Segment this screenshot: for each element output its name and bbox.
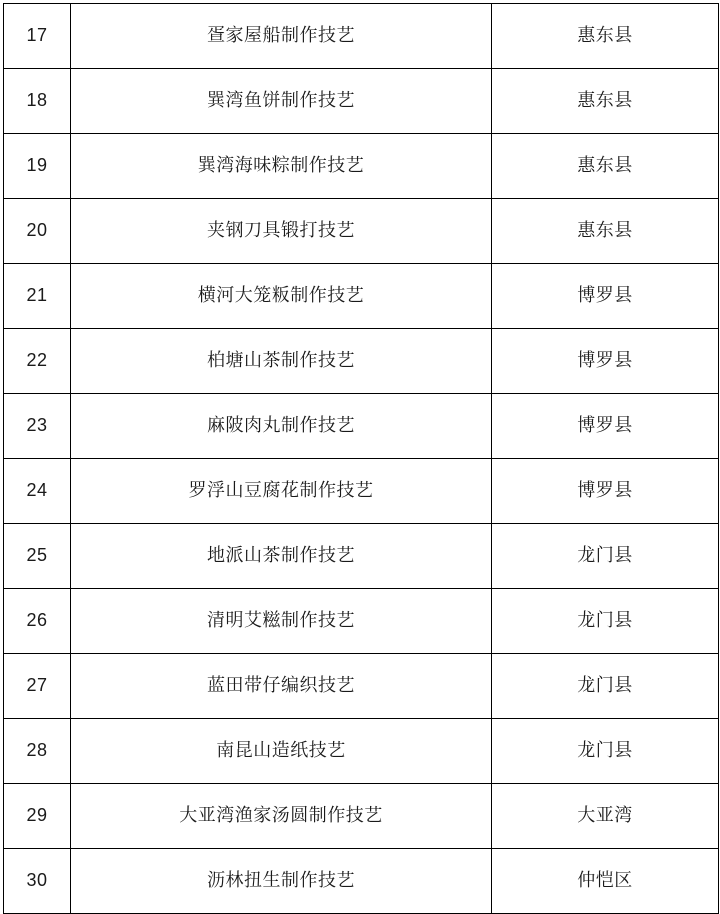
row-index-cell bbox=[4, 69, 71, 134]
table-row bbox=[4, 524, 719, 589]
row-region-cell bbox=[492, 134, 719, 199]
row-name-text: 南昆山造纸技艺 bbox=[216, 740, 346, 761]
row-name-text: 地派山茶制作技艺 bbox=[207, 545, 355, 566]
row-name-text: 横河大笼粄制作技艺 bbox=[197, 285, 365, 306]
row-index-text: 29 bbox=[26, 805, 48, 826]
row-name-text: 巽湾鱼饼制作技艺 bbox=[207, 90, 355, 111]
row-index-text: 21 bbox=[26, 285, 48, 306]
row-name-cell bbox=[71, 69, 492, 134]
row-region-cell bbox=[492, 69, 719, 134]
row-index-cell bbox=[4, 329, 71, 394]
row-region-text: 惠东县 bbox=[577, 25, 633, 46]
row-region-text: 龙门县 bbox=[577, 545, 633, 566]
row-region-text: 龙门县 bbox=[577, 610, 633, 631]
row-index-cell bbox=[4, 459, 71, 524]
heritage-items-table bbox=[3, 3, 719, 914]
row-index-cell bbox=[4, 134, 71, 199]
table-row bbox=[4, 589, 719, 654]
row-region-cell bbox=[492, 849, 719, 914]
row-index-text: 25 bbox=[26, 545, 48, 566]
document-page bbox=[0, 3, 720, 901]
row-name-cell bbox=[71, 264, 492, 329]
table-row bbox=[4, 4, 719, 69]
row-index-cell bbox=[4, 4, 71, 69]
row-region-cell bbox=[492, 784, 719, 849]
table-row bbox=[4, 849, 719, 914]
row-name-text: 沥林扭生制作技艺 bbox=[207, 870, 355, 891]
table-row bbox=[4, 784, 719, 849]
row-index-text: 22 bbox=[26, 350, 48, 371]
row-region-text: 博罗县 bbox=[577, 350, 633, 371]
row-name-cell bbox=[71, 394, 492, 459]
row-index-cell bbox=[4, 589, 71, 654]
row-name-cell bbox=[71, 654, 492, 719]
row-index-text: 26 bbox=[26, 610, 48, 631]
row-name-text: 疍家屋船制作技艺 bbox=[207, 25, 355, 46]
table-row bbox=[4, 69, 719, 134]
row-index-text: 28 bbox=[26, 740, 48, 761]
row-region-text: 大亚湾 bbox=[577, 805, 633, 826]
row-name-cell bbox=[71, 134, 492, 199]
row-name-cell bbox=[71, 784, 492, 849]
row-index-text: 30 bbox=[26, 870, 48, 891]
row-region-text: 仲恺区 bbox=[577, 870, 633, 891]
row-index-cell bbox=[4, 264, 71, 329]
table-body bbox=[4, 4, 719, 914]
table-row bbox=[4, 199, 719, 264]
row-index-text: 17 bbox=[26, 25, 48, 46]
row-index-cell bbox=[4, 784, 71, 849]
row-name-cell bbox=[71, 459, 492, 524]
row-name-text: 夹钢刀具锻打技艺 bbox=[207, 220, 355, 241]
row-region-cell bbox=[492, 329, 719, 394]
row-index-cell bbox=[4, 654, 71, 719]
row-name-text: 清明艾糍制作技艺 bbox=[207, 610, 355, 631]
row-region-cell bbox=[492, 719, 719, 784]
row-index-text: 20 bbox=[26, 220, 48, 241]
table-row bbox=[4, 654, 719, 719]
row-index-text: 27 bbox=[26, 675, 48, 696]
row-index-cell bbox=[4, 394, 71, 459]
row-region-cell bbox=[492, 4, 719, 69]
row-region-cell bbox=[492, 654, 719, 719]
row-region-text: 惠东县 bbox=[577, 220, 633, 241]
row-index-cell bbox=[4, 719, 71, 784]
row-index-cell bbox=[4, 199, 71, 264]
row-name-cell bbox=[71, 4, 492, 69]
row-region-cell bbox=[492, 394, 719, 459]
table-row bbox=[4, 264, 719, 329]
table-row bbox=[4, 394, 719, 459]
row-region-text: 龙门县 bbox=[577, 740, 633, 761]
row-region-cell bbox=[492, 459, 719, 524]
row-name-text: 罗浮山豆腐花制作技艺 bbox=[188, 480, 374, 501]
row-name-cell bbox=[71, 524, 492, 589]
row-name-text: 柏塘山茶制作技艺 bbox=[207, 350, 355, 371]
table-row bbox=[4, 329, 719, 394]
row-region-cell bbox=[492, 589, 719, 654]
row-name-text: 蓝田带仔编织技艺 bbox=[207, 675, 355, 696]
row-index-cell bbox=[4, 524, 71, 589]
row-name-text: 巽湾海味粽制作技艺 bbox=[197, 155, 365, 176]
row-region-text: 博罗县 bbox=[577, 480, 633, 501]
row-index-text: 18 bbox=[26, 90, 48, 111]
row-name-cell bbox=[71, 849, 492, 914]
row-name-cell bbox=[71, 589, 492, 654]
row-region-cell bbox=[492, 524, 719, 589]
row-region-text: 惠东县 bbox=[577, 155, 633, 176]
row-name-cell bbox=[71, 199, 492, 264]
row-name-cell bbox=[71, 719, 492, 784]
row-name-text: 大亚湾渔家汤圆制作技艺 bbox=[179, 805, 383, 826]
table-row bbox=[4, 459, 719, 524]
row-region-text: 惠东县 bbox=[577, 90, 633, 111]
row-index-text: 24 bbox=[26, 480, 48, 501]
row-region-cell bbox=[492, 264, 719, 329]
row-region-text: 龙门县 bbox=[577, 675, 633, 696]
row-name-text: 麻陂肉丸制作技艺 bbox=[207, 415, 355, 436]
row-index-text: 19 bbox=[26, 155, 48, 176]
row-index-cell bbox=[4, 849, 71, 914]
row-region-text: 博罗县 bbox=[577, 415, 633, 436]
table-row bbox=[4, 719, 719, 784]
row-region-cell bbox=[492, 199, 719, 264]
row-region-text: 博罗县 bbox=[577, 285, 633, 306]
row-name-cell bbox=[71, 329, 492, 394]
row-index-text: 23 bbox=[26, 415, 48, 436]
table-row bbox=[4, 134, 719, 199]
